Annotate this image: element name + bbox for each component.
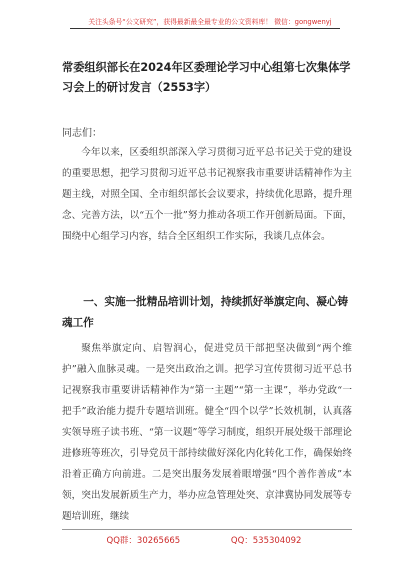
paragraph-section-1: 聚焦举旗定向、启智润心，促进党员干部把坚决做到“两个维护”融入血脉灵魂。一是突出政治之训。把学习宣传贯彻习近平总书记视察我市重要讲话精神作为“第一主题”“第一主课”，举办党政“一把手”政治能力提升专题培训班。健全“四个以学”长效机制，认真落实领导班子读书班、“第一议题”等学习制度，组织开展处级干部理论进修班等班次，引导党员干部持续做好深化内化转化工作，确保始终沿着正确方向前进。二是突出服务发展着眼增强“四个善作善成”本领，突出发展新质生产力，举办应急管理处突、京津冀协同发展等专题培训班，继续 — [62, 343, 352, 522]
document-title: 常委组织部长在2024年区委理论学习中心组第七次集体学习会上的研讨发言（2553字） — [62, 61, 351, 94]
footer-divider — [62, 529, 352, 530]
salutation: 同志们： — [62, 128, 102, 139]
promo-divider — [70, 28, 340, 29]
section-heading-1: 一、实施一批精品培训计划，持续抓好举旗定向、凝心铸魂工作 — [62, 296, 349, 329]
promo-banner: 关注头条号“公文研究”，获得最新最全最专业的公文资料库！ 微信：gongwenyj — [88, 18, 332, 26]
paragraph-intro: 今年以来，区委组织部深入学习贯彻习近平总书记关于党的建设的重要思想，把学习贯彻习近平总书记视察我市重要讲话精神作为主题主线，对照全国、全市组织部长会议要求，持续优化思路，提升理念、完善方法，以“五个一批”努力推动各项工作开创新局面。下面，围绕中心组学习内容，结合全区组织工作实际，我谈几点体会。 — [62, 147, 352, 242]
footer — [0, 534, 408, 546]
footer-qq: QQ：535304092 — [230, 536, 302, 546]
footer-qq-group: QQ群：30265665 — [106, 536, 181, 546]
